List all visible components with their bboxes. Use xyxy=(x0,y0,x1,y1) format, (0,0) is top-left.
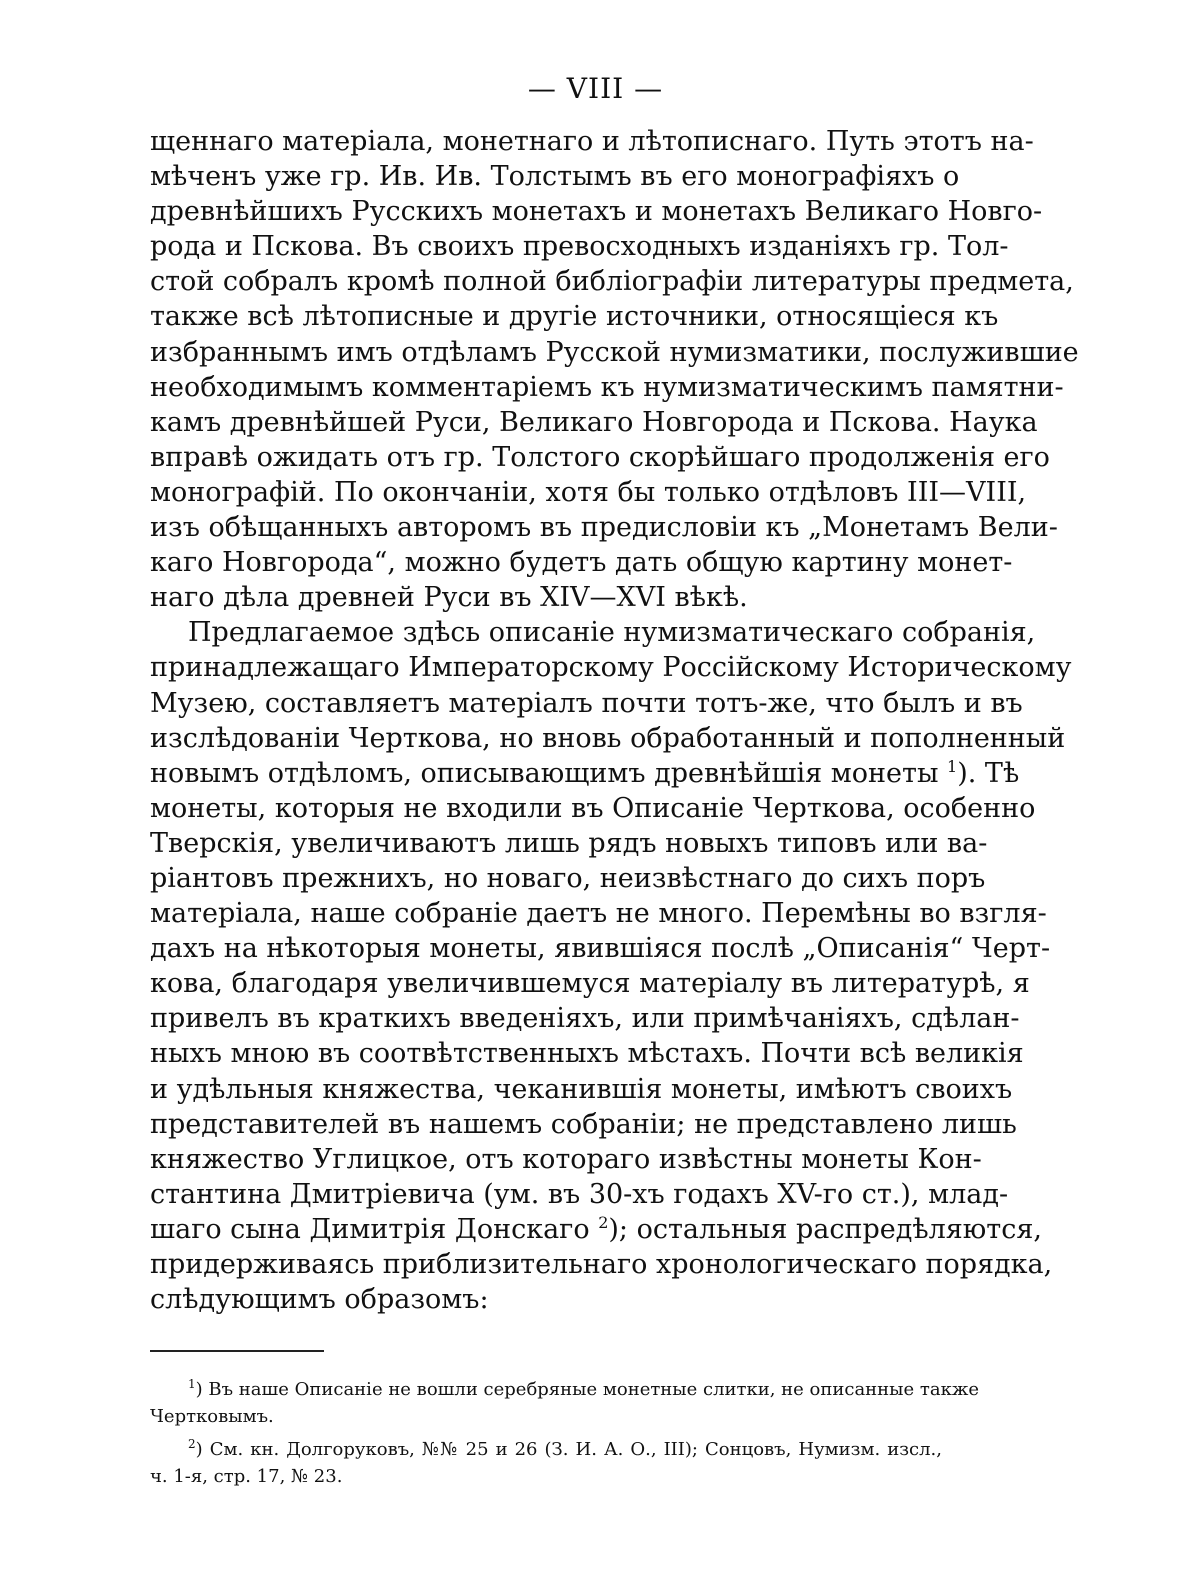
text-line: наго дѣла древней Руси въ XIV—XVI вѣкѣ. xyxy=(150,582,748,614)
text-line: ріантовъ прежнихъ, но новаго, неизвѣстнаго до сихъ поръ xyxy=(150,862,986,894)
footnote-ref-2[interactable]: 2 xyxy=(598,1212,609,1232)
text-line: монографій. По окончаніи, хотя бы только отдѣловъ III—VIII, xyxy=(150,476,1027,508)
text-line: необходимымъ комментаріемъ къ нумизматическимъ памятни- xyxy=(150,371,1064,403)
text-line: придерживаясь приблизительнаго хронологическаго порядка, xyxy=(150,1249,1053,1280)
text-line: щеннаго матеріала, монетнаго и лѣтописнаго. Путь этотъ на- xyxy=(150,126,1034,157)
footnote-mark: 1 xyxy=(188,1377,196,1391)
footnote-line xyxy=(150,1436,942,1463)
text-line: изъ обѣщанныхъ авторомъ въ предисловіи къ „Монетамъ Вели- xyxy=(150,512,1058,544)
page-number: — VIII — xyxy=(527,72,664,105)
text-line: рода и Пскова. Въ своихъ превосходныхъ изданіяхъ гр. Тол- xyxy=(150,231,1009,263)
main-text xyxy=(150,124,1079,1317)
line-text: ); остальныя распредѣляются, xyxy=(608,1213,1042,1245)
text-line: мѣченъ уже гр. Ив. Ив. Толстымъ въ его монографіяхъ о xyxy=(150,161,960,193)
text-line: камъ древнѣйшей Руси, Великаго Новгорода и Пскова. Наука xyxy=(150,406,1038,438)
paragraph-1 xyxy=(150,124,1079,615)
paragraph-2 xyxy=(150,615,1072,1317)
text-line: привелъ въ краткихъ введеніяхъ, или примѣчаніяхъ, сдѣлан- xyxy=(150,1003,1020,1035)
line-text: шаго сына Димитрія Донскаго xyxy=(150,1213,590,1245)
footnote-divider xyxy=(150,1350,324,1352)
footnote-2 xyxy=(150,1436,942,1490)
text-line: древнѣйшихъ Русскихъ монетахъ и монетахъ Великаго Новго- xyxy=(150,196,1043,228)
text-line: стантина Дмитріевича (ум. въ 30-хъ годахъ XV-го ст.), млад- xyxy=(150,1178,1009,1210)
text-line: кова, благодаря увеличившемуся матеріалу въ литературѣ, я xyxy=(150,968,1030,1000)
text-line: слѣдующимъ образомъ: xyxy=(150,1284,489,1316)
text-line: каго Новгорода“, можно будетъ дать общую картину монет- xyxy=(150,547,1013,579)
text-line: монеты, которыя не входили въ Описаніе Черткова, особенно xyxy=(150,792,1036,824)
line-text: новымъ отдѣломъ, описывающимъ древнѣйшія монеты xyxy=(150,757,939,789)
footnote-mark: 2 xyxy=(188,1437,196,1451)
text-line: Предлагаемое здѣсь описаніе нумизматическаго собранія, xyxy=(188,617,1036,649)
footnote-1 xyxy=(150,1376,980,1430)
footnote-text: ) Въ наше Описаніе не вошли серебряные монетные слитки, не описанные также xyxy=(195,1379,980,1400)
footnote-ref-1[interactable]: 1 xyxy=(947,756,958,776)
text-line: дахъ на нѣкоторыя монеты, явившіяся послѣ „Описанія“ Черт- xyxy=(150,933,1051,965)
footnotes xyxy=(150,1376,980,1496)
text-line: вправѣ ожидать отъ гр. Толстого скорѣйшаго продолженія его xyxy=(150,441,1050,473)
text-line: Музею, составляетъ матеріалъ почти тотъ-же, что былъ и въ xyxy=(150,687,1023,719)
text-line: стой собралъ кромѣ полной библіографіи литературы предмета, xyxy=(150,266,1074,298)
footnote-line: Чертковымъ. xyxy=(150,1406,274,1427)
text-line xyxy=(150,1212,1042,1247)
text-line: также всѣ лѣтописные и другіе источники, относящіеся къ xyxy=(150,301,999,333)
footnote-text: ) См. кн. Долгоруковъ, №№ 25 и 26 (З. И. А. О., III); Сонцовъ, Нумизм. изсл., xyxy=(195,1439,942,1460)
text-line: княжество Углицкое, отъ котораго извѣстны монеты Кон- xyxy=(150,1143,982,1175)
text-line: ныхъ мною въ соотвѣтственныхъ мѣстахъ. Почти всѣ великія xyxy=(150,1038,1024,1070)
footnote-line xyxy=(150,1376,980,1403)
text-line: принадлежащаго Императорскому Россійскому Историческому xyxy=(150,652,1072,684)
text-line: и удѣльныя княжества, чеканившія монеты, имѣютъ своихъ xyxy=(150,1073,1013,1105)
line-text: ). Тѣ xyxy=(957,757,1020,789)
footnote-line: ч. 1-я, стр. 17, № 23. xyxy=(150,1466,343,1487)
text-line xyxy=(150,756,1020,791)
text-line: избраннымъ имъ отдѣламъ Русской нумизматики, послужившие xyxy=(150,336,1079,368)
text-line: матеріала, наше собраніе даетъ не много. Перемѣны во взгля- xyxy=(150,898,1047,930)
text-line: представителей въ нашемъ собраніи; не представлено лишь xyxy=(150,1108,1017,1140)
text-line: Тверскія, увеличиваютъ лишь рядъ новыхъ типовъ или ва- xyxy=(150,827,988,859)
text-line: изслѣдованіи Черткова, но вновь обработанный и пополненный xyxy=(150,722,1066,754)
